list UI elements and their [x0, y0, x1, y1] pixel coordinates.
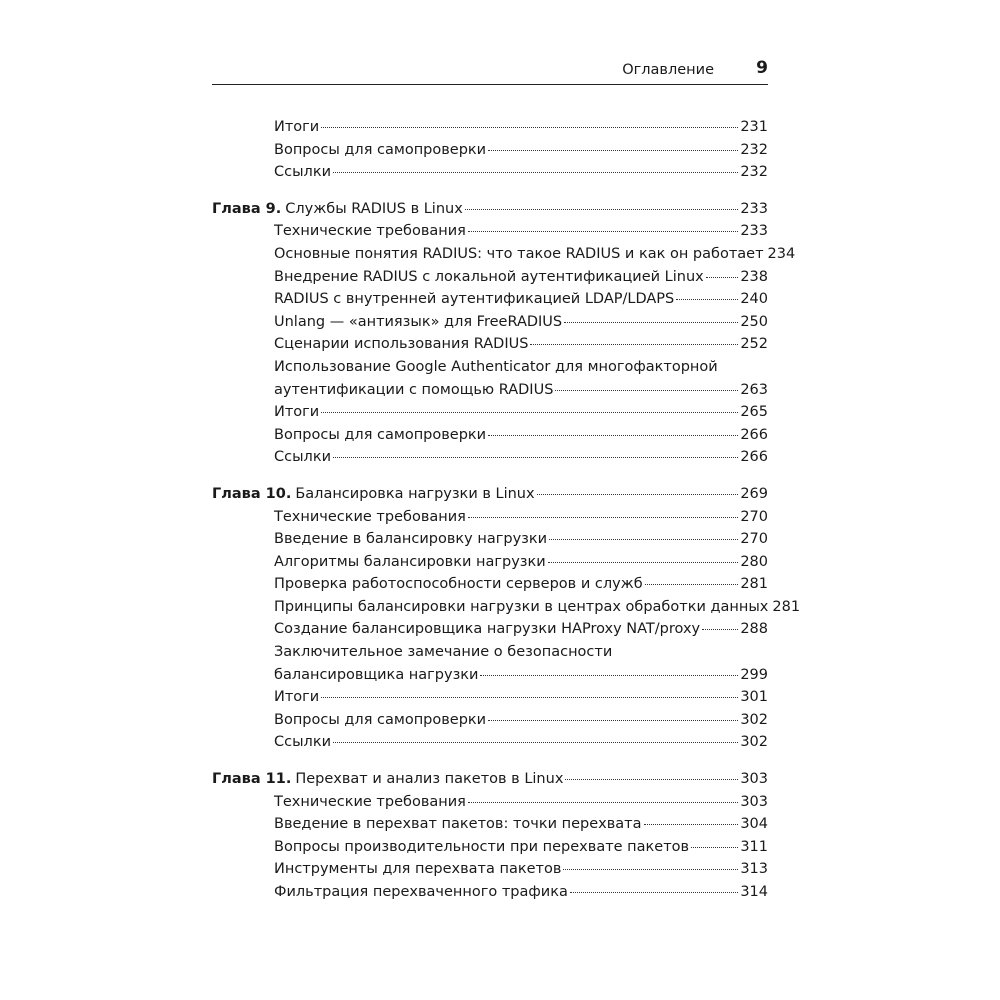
chapter-title: Службы RADIUS в Linux — [285, 200, 463, 217]
toc-entry-label: Введение в балансировку нагрузки — [274, 531, 548, 548]
toc-entry-label: Создание балансировщика нагрузки HAProxy NAT/proxy — [274, 621, 701, 638]
toc-entry-label: Алгоритмы балансировки нагрузки — [274, 553, 546, 570]
chapter-block — [212, 483, 801, 754]
toc-entry-page-number: 232 — [740, 164, 768, 181]
toc-entry-label: Вопросы для самопроверки — [274, 141, 487, 158]
toc-entry[interactable] — [212, 596, 801, 619]
toc-entry-page-number: 266 — [740, 449, 768, 466]
toc-entry[interactable] — [212, 858, 768, 881]
dot-leader — [564, 321, 738, 323]
toc-entry-label: Инструменты для перехвата пакетов — [274, 861, 562, 878]
toc-entry-label: Внедрение RADIUS с локальной аутентификацией Linux — [274, 268, 704, 285]
toc-entry-label: Итоги — [274, 689, 320, 706]
toc-entry[interactable] — [212, 220, 768, 243]
toc-entry[interactable] — [212, 266, 768, 289]
toc-entry[interactable] — [212, 311, 768, 334]
toc-entry[interactable] — [212, 573, 768, 596]
toc-entry-label: Итоги — [274, 404, 320, 421]
toc-entry-page-number: 252 — [740, 336, 768, 353]
dot-leader — [645, 583, 739, 585]
toc-entry-page-number: 232 — [740, 141, 768, 158]
chapter-title: Перехват и анализ пакетов в Linux — [295, 771, 564, 788]
toc-entry-label: балансировщика нагрузки — [274, 666, 479, 683]
dot-leader — [468, 516, 738, 518]
dot-leader — [321, 126, 738, 128]
toc-entry-page-number: 288 — [740, 621, 768, 638]
toc-entry-label: Ссылки — [274, 734, 331, 751]
toc-entry[interactable] — [212, 686, 768, 709]
toc-entry-page-number: 266 — [740, 426, 768, 443]
chapter-number: Глава 9. — [212, 200, 282, 217]
dot-leader — [321, 411, 738, 413]
dot-leader — [691, 846, 738, 848]
dot-leader — [468, 801, 738, 803]
toc-entry-label: Вопросы для самопроверки — [274, 711, 487, 728]
toc-entry[interactable] — [212, 424, 768, 447]
toc-entry-page-number: 281 — [772, 598, 801, 615]
toc-entry-label: Unlang — «антиязык» для FreeRADIUS — [274, 313, 563, 330]
chapter-label — [212, 483, 535, 506]
toc-entry[interactable] — [212, 401, 768, 424]
toc-entry-label: Технические требования — [274, 793, 466, 810]
toc-entry-page-number: 280 — [740, 553, 768, 570]
chapter-block — [212, 198, 796, 469]
toc-entry-label: Введение в перехват пакетов: точки перехвата — [274, 816, 642, 833]
toc-entry-page-number: 240 — [740, 291, 768, 308]
toc-entry-label: Ссылки — [274, 164, 331, 181]
toc-entry-label: Проверка работоспособности серверов и служб — [274, 576, 643, 593]
toc-entry-page-number: 231 — [740, 119, 768, 135]
toc-entry[interactable] — [212, 618, 768, 641]
chapter-label — [212, 198, 463, 221]
dot-leader — [555, 389, 738, 391]
toc-entry-label: Вопросы для самопроверки — [274, 426, 487, 443]
toc-entry[interactable] — [212, 528, 768, 551]
chapter-page-number: 303 — [740, 771, 768, 788]
running-header-title: Оглавление — [622, 62, 714, 78]
toc-entry-label: Фильтрация перехваченного трафика — [274, 884, 568, 900]
toc-entry-page-number: 270 — [740, 508, 768, 525]
toc-entry-page-number: 303 — [740, 793, 768, 810]
toc-entry[interactable] — [212, 506, 768, 529]
chapter-page-number: 233 — [740, 200, 768, 217]
table-of-contents — [212, 116, 801, 904]
dot-leader — [676, 298, 738, 300]
toc-entry[interactable] — [212, 664, 768, 687]
toc-entry-label: Технические требования — [274, 223, 466, 240]
dot-leader — [333, 741, 738, 743]
toc-entry[interactable] — [212, 446, 768, 469]
page-number: 9 — [756, 58, 768, 78]
toc-entry-page-number: 314 — [740, 884, 768, 900]
toc-entry-page-number: 281 — [740, 576, 768, 593]
toc-entry-page-number: 234 — [767, 245, 796, 262]
toc-entry[interactable] — [212, 139, 768, 162]
toc-entry-page-number: 299 — [740, 666, 768, 683]
dot-leader — [706, 276, 739, 278]
dot-leader — [644, 823, 739, 825]
toc-entry[interactable] — [212, 551, 768, 574]
toc-entry-label: Вопросы производительности при перехвате пакетов — [274, 838, 690, 855]
chapter-title: Балансировка нагрузки в Linux — [295, 485, 535, 502]
chapter-heading[interactable] — [212, 483, 768, 506]
dot-leader — [465, 208, 739, 210]
toc-entry[interactable] — [212, 791, 768, 814]
toc-entry-label: Сценарии использования RADIUS — [274, 336, 529, 353]
dot-leader — [563, 868, 738, 870]
dot-leader — [537, 493, 739, 495]
chapter-label — [212, 768, 563, 791]
chapter-number: Глава 11. — [212, 771, 292, 788]
toc-entry[interactable] — [212, 161, 768, 184]
chapter-page-number: 269 — [740, 485, 768, 502]
dot-leader — [570, 891, 738, 893]
toc-entry[interactable] — [212, 836, 768, 859]
dot-leader — [468, 230, 738, 232]
toc-entry-page-number: 302 — [740, 734, 768, 751]
toc-entry-label: Ссылки — [274, 449, 331, 466]
dot-leader — [321, 696, 738, 698]
toc-entry-page-number: 250 — [740, 313, 768, 330]
toc-entry-page-number: 238 — [740, 268, 768, 285]
running-header — [212, 58, 768, 85]
chapter-number: Глава 10. — [212, 485, 292, 502]
chapter-block — [212, 116, 768, 184]
toc-entry[interactable] — [212, 333, 768, 356]
dot-leader — [549, 538, 738, 540]
dot-leader — [333, 456, 738, 458]
toc-entry-page-number: 301 — [740, 689, 768, 706]
toc-entry-label: Итоги — [274, 119, 320, 135]
toc-entry-page-number: 311 — [740, 838, 768, 855]
toc-entry-page-number: 263 — [740, 381, 768, 398]
toc-entry-label: аутентификации с помощью RADIUS — [274, 381, 554, 398]
toc-entry-page-number: 313 — [740, 861, 768, 878]
toc-entry[interactable] — [212, 731, 768, 754]
chapter-block — [212, 768, 768, 904]
dot-leader — [333, 171, 738, 173]
toc-entry-label: Принципы балансировки нагрузки в центрах обработки данных — [274, 598, 769, 615]
toc-entry-label: RADIUS с внутренней аутентификацией LDAP/LDAPS — [274, 291, 675, 308]
toc-entry-page-number: 302 — [740, 711, 768, 728]
dot-leader — [488, 719, 738, 721]
toc-entry-label-line1: Заключительное замечание о безопасности — [274, 644, 613, 661]
toc-entry[interactable] — [212, 813, 768, 836]
dot-leader — [565, 778, 738, 780]
toc-entry-label: Технические требования — [274, 508, 466, 525]
chapter-heading[interactable] — [212, 768, 768, 791]
dot-leader — [488, 149, 738, 151]
dot-leader — [702, 628, 738, 630]
toc-entry-page-number: 233 — [740, 223, 768, 240]
toc-entry-page-number: 304 — [740, 816, 768, 833]
chapter-heading[interactable] — [212, 198, 768, 221]
toc-entry-page-number: 270 — [740, 531, 768, 548]
toc-entry[interactable] — [212, 709, 768, 732]
toc-entry[interactable] — [212, 881, 768, 904]
toc-entry[interactable] — [212, 243, 796, 266]
dot-leader — [548, 561, 739, 563]
toc-entry-label-line1: Использование Google Authenticator для многофакторной — [274, 358, 718, 375]
toc-entry-page-number: 265 — [740, 404, 768, 421]
toc-entry[interactable] — [212, 288, 768, 311]
toc-entry-label: Основные понятия RADIUS: что такое RADIUS и как он работает — [274, 245, 764, 262]
toc-entry[interactable] — [212, 116, 768, 139]
toc-entry[interactable] — [212, 379, 768, 402]
dot-leader — [480, 674, 738, 676]
dot-leader — [488, 434, 738, 436]
dot-leader — [530, 343, 738, 345]
